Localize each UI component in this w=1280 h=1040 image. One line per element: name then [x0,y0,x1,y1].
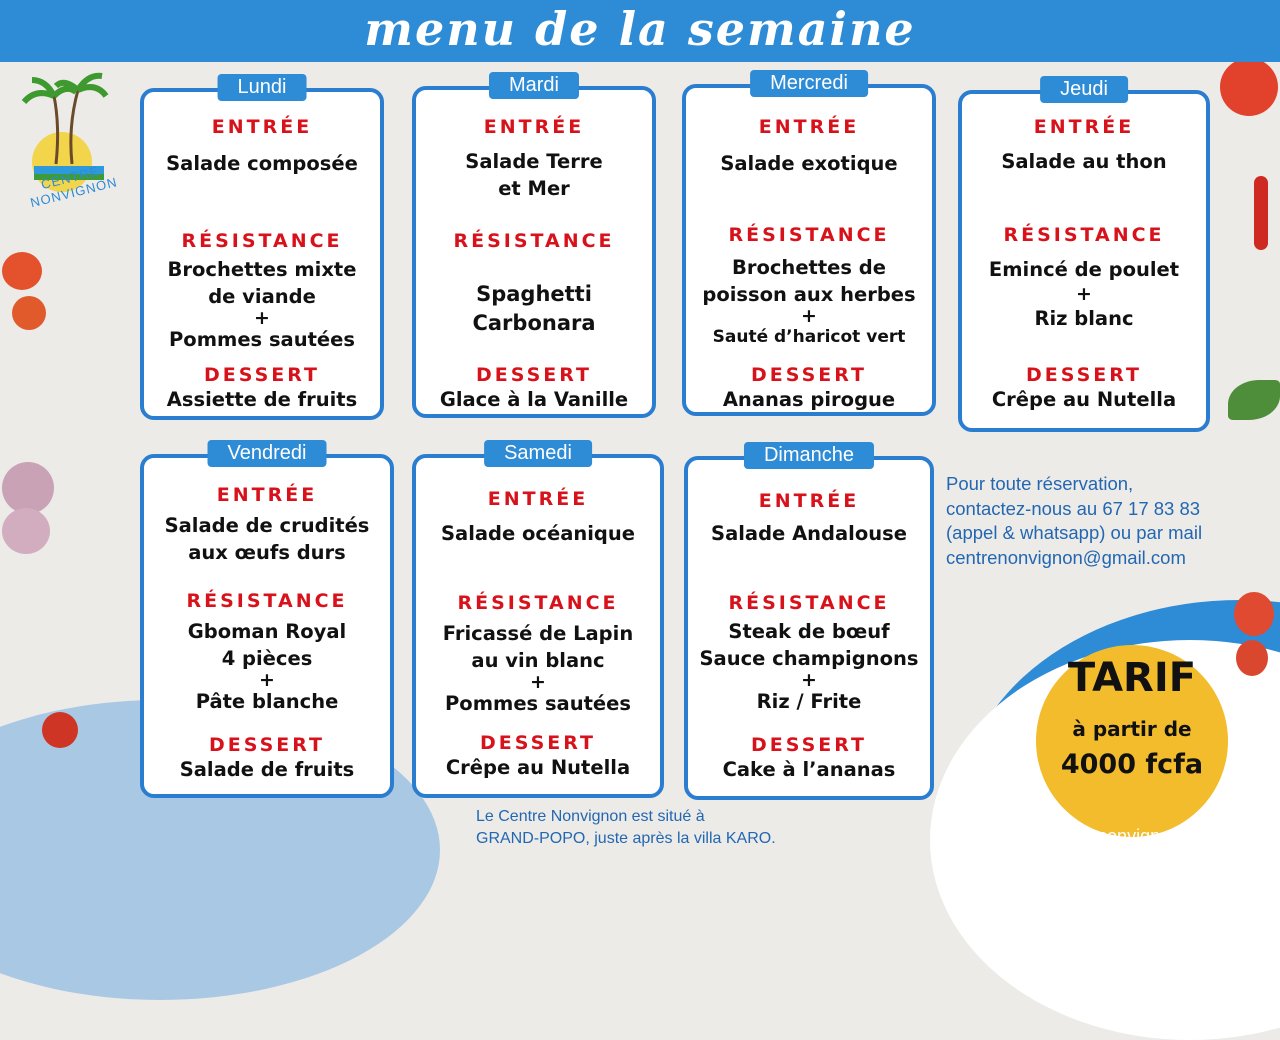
resistance-dish: poisson aux herbes [702,283,916,306]
day-tab: Lundi [218,74,307,101]
resistance-dish: Brochettes de [732,256,886,279]
tomato-icon [12,296,46,330]
entree-dish: Salade océanique [441,522,635,545]
resistance-label: RÉSISTANCE [453,230,615,252]
tarif-subtitle: à partir de [1072,717,1192,741]
plus-sign: + [801,669,817,691]
resistance-label: RÉSISTANCE [728,224,890,246]
plus-sign: + [259,669,275,691]
entree-label: ENTRÉE [487,488,589,510]
resistance-dish: Sauce champignons [699,647,919,670]
resistance-dish: Sauté d’haricot vert [712,327,906,347]
day-tab: Vendredi [208,440,327,467]
footer-location-line: Le Centre Nonvignon est situé à [476,808,705,825]
resistance-dish: Pommes sautées [169,328,355,351]
footer-location [476,806,776,850]
entree-dish: Salade de crudités [164,514,370,537]
day-tab: Samedi [484,440,592,467]
day-card-lundi [140,76,384,420]
resistance-dish: Steak de bœuf [728,620,890,643]
tomato-slice-icon [1234,592,1274,636]
contact-line: Pour toute réservation, [946,473,1134,494]
entree-dish: Salade Andalouse [711,522,907,545]
entree-dish: aux œufs durs [188,541,346,564]
resistance-label: RÉSISTANCE [1003,224,1165,246]
entree-label: ENTRÉE [758,490,860,512]
day-card-vendredi [140,442,394,798]
day-card-mardi [412,74,656,418]
resistance-dish: Pâte blanche [195,690,339,713]
tomato-icon [42,712,78,748]
chili-pepper-icon [1254,176,1268,250]
dessert-dish: Glace à la Vanille [439,388,629,411]
day-tab: Mardi [489,72,579,99]
resistance-label: RÉSISTANCE [728,592,890,614]
day-card-mercredi [682,72,936,416]
resistance-dish: 4 pièces [221,647,313,670]
dessert-label: DESSERT [1026,364,1142,386]
tarif-price: 4000 fcfa [1060,749,1204,780]
dessert-dish: Salade de fruits [179,758,355,781]
dessert-label: DESSERT [751,364,867,386]
entree-dish: Salade Terre [465,150,603,173]
plus-sign: + [1076,283,1092,305]
dessert-dish: Crêpe au Nutella [445,756,631,779]
entree-label: ENTRÉE [216,484,318,506]
plus-sign: + [801,305,817,327]
tomato-slice-icon [1236,640,1268,676]
resistance-dish: Carbonara [472,311,596,335]
dessert-dish: Ananas pirogue [722,388,896,411]
resistance-dish: Gboman Royal [187,620,347,643]
day-card-dimanche [684,444,934,800]
day-tab: Jeudi [1040,76,1128,103]
website-link[interactable]: www.centrenonvignon.com [1004,826,1220,846]
dessert-dish: Cake à l’ananas [722,758,896,781]
herb-leaf-icon [1228,380,1280,420]
day-card-samedi [412,442,664,798]
contact-email-link[interactable]: centrenonvignon@gmail.com [946,546,1186,568]
tarif-title: TARIF [1067,655,1197,701]
day-tab: Mercredi [750,70,868,97]
contact-phone[interactable]: contactez-nous au 67 17 83 83 [946,497,1201,519]
tarif-badge [1036,645,1228,837]
day-card-jeudi [958,78,1210,432]
day-tab: Dimanche [744,442,874,469]
logo-brand-name: CENTRE NONVIGNON [28,163,119,211]
onion-slice-icon [2,462,54,514]
resistance-label: RÉSISTANCE [457,592,619,614]
entree-label: ENTRÉE [1033,116,1135,138]
footer-location-line: GRAND-POPO, juste après la villa KARO. [476,830,776,847]
entree-label: ENTRÉE [211,116,313,138]
entree-label: ENTRÉE [758,116,860,138]
dessert-label: DESSERT [476,364,592,386]
resistance-dish: Fricassé de Lapin [442,622,634,645]
resistance-dish: au vin blanc [471,649,605,672]
resistance-dish: Brochettes mixte [167,258,357,281]
contact-line: (appel & whatsapp) ou par mail [946,522,1203,543]
dessert-label: DESSERT [480,732,596,754]
dessert-label: DESSERT [204,364,320,386]
resistance-dish: Riz blanc [1034,307,1134,330]
resistance-dish: Pommes sautées [445,692,631,715]
resistance-dish: Emincé de poulet [988,258,1180,281]
onion-slice-icon [2,508,50,554]
plus-sign: + [254,307,270,329]
dessert-dish: Crêpe au Nutella [991,388,1177,411]
dessert-label: DESSERT [209,734,325,756]
entree-label: ENTRÉE [483,116,585,138]
tomato-icon [2,252,42,290]
entree-dish: et Mer [498,177,570,200]
plus-sign: + [530,671,546,693]
entree-dish: Salade exotique [720,152,898,175]
resistance-dish: Riz / Frite [756,690,862,713]
page-title: menu de la semaine [364,2,916,56]
resistance-dish: Spaghetti [476,282,592,306]
entree-dish: Salade au thon [1001,150,1167,173]
contact-info [946,472,1276,570]
resistance-label: RÉSISTANCE [186,590,348,612]
entree-dish: Salade composée [166,152,358,175]
dessert-dish: Assiette de fruits [166,388,358,411]
tomato-slice-icon [1220,58,1278,116]
resistance-dish: de viande [208,285,316,308]
dessert-label: DESSERT [751,734,867,756]
resistance-label: RÉSISTANCE [181,230,343,252]
